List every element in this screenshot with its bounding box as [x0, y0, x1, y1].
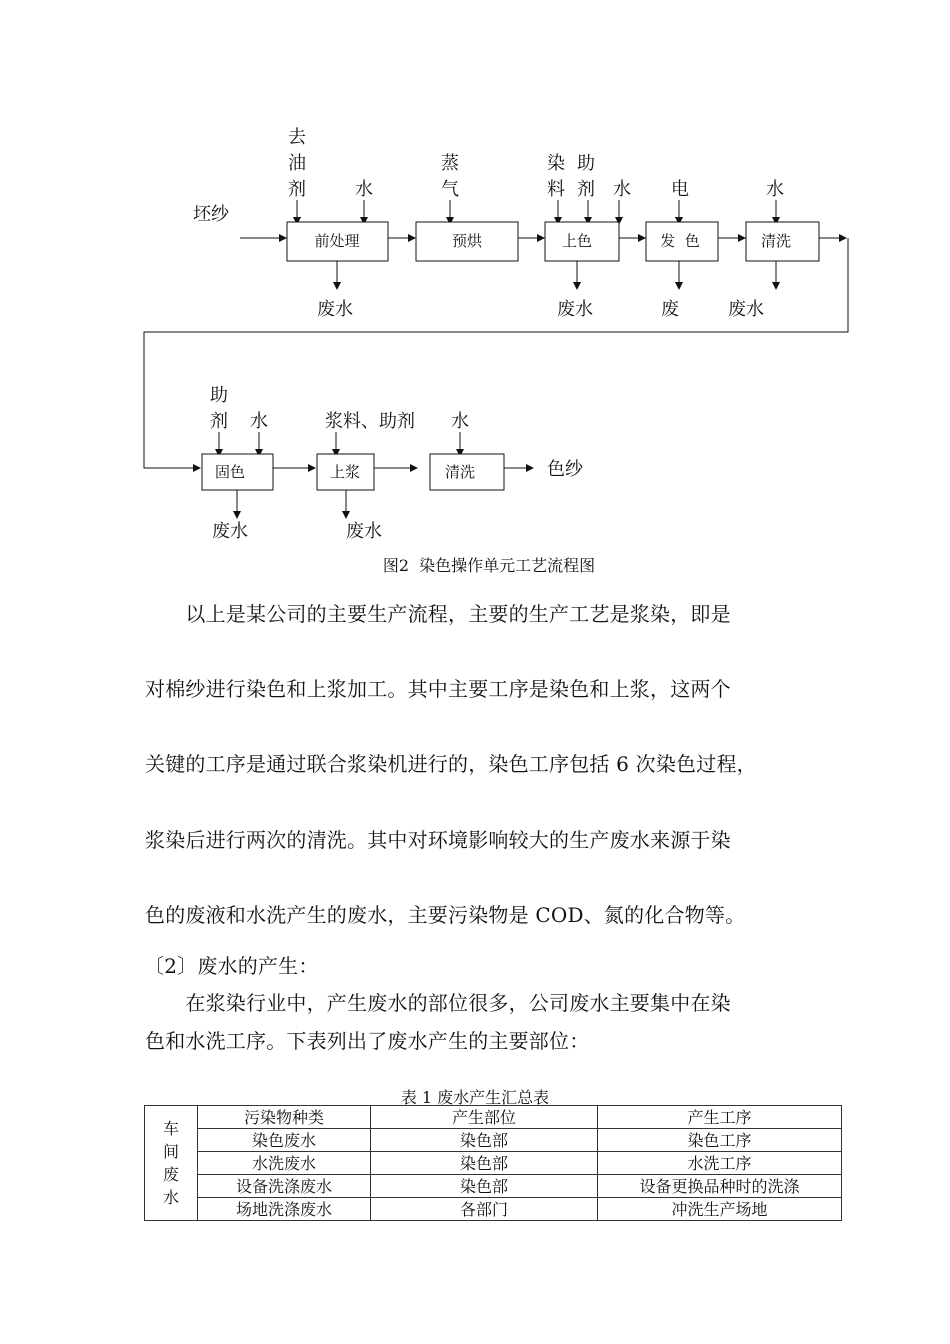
paragraph-line-3: 关键的工序是通过联合浆染机进行的，染色工序包括 6 次染色过程， [145, 752, 757, 776]
input-pretreat-water: 水 [355, 179, 373, 200]
table-cell: 染色部 [371, 1129, 598, 1152]
input-steam-1: 蒸 [441, 153, 459, 174]
table-cell: 冲洗生产场地 [598, 1198, 842, 1221]
paragraph-line-7: 色和水洗工序。下表列出了废水产生的主要部位： [145, 1029, 590, 1053]
input-dye-1: 染 [547, 153, 565, 174]
figure-caption: 图2 染色操作单元工艺流程图 [382, 556, 596, 575]
process-flowchart [0, 0, 950, 590]
table-cell: 各部门 [371, 1198, 598, 1221]
box2-fix-label: 固色 [214, 463, 246, 481]
input-degreaser-3: 剂 [288, 179, 306, 200]
paragraph-line-2: 对棉纱进行染色和上浆加工。其中主要工序是染色和上浆，这两个 [145, 677, 731, 701]
input2-aux-2: 剂 [210, 411, 228, 432]
input2-size: 浆料、助剂 [325, 411, 415, 432]
output2-fix-waste: 废水 [212, 521, 248, 542]
input-electricity: 电 [671, 179, 689, 200]
table-cell: 水洗废水 [198, 1152, 371, 1175]
table-cell: 设备更换品种时的洗涤 [598, 1175, 842, 1198]
waste-table [144, 1105, 842, 1221]
table-cell: 染色部 [371, 1175, 598, 1198]
input-aux-1: 助 [577, 153, 595, 174]
paragraph-line-1: 以上是某公司的主要生产流程，主要的生产工艺是浆染，即是 [145, 602, 731, 626]
table-header-cell: 污染物种类 [198, 1106, 371, 1129]
box-wash-label: 清洗 [760, 232, 792, 250]
box2-size-label: 上浆 [329, 463, 361, 481]
table-cell: 水洗工序 [598, 1152, 842, 1175]
input-aux-2: 剂 [577, 179, 595, 200]
input-dye-2: 料 [547, 179, 565, 200]
paragraph-line-6: 在浆染行业中，产生废水的部位很多，公司废水主要集中在染 [145, 991, 731, 1015]
table-cell: 场地洗涤废水 [198, 1198, 371, 1221]
table-header-row [145, 1106, 842, 1129]
table-header-cell: 产生部位 [371, 1106, 598, 1129]
input2-wash-water: 水 [451, 411, 469, 432]
table-row [145, 1175, 842, 1198]
box-develop-label: 发 色 [660, 232, 700, 250]
table-header-cell: 产生工序 [598, 1106, 842, 1129]
table-row-header-text: 车间废水 [162, 1119, 179, 1207]
input-raw-yarn: 坯纱 [193, 204, 229, 225]
input-steam-2: 气 [441, 179, 459, 200]
table-title: 表 1 废水产生汇总表 [400, 1088, 550, 1107]
output2-size-waste: 废水 [346, 521, 382, 542]
table-row [145, 1198, 842, 1221]
output-develop-waste: 废 [661, 299, 679, 320]
input2-water: 水 [250, 411, 268, 432]
table-cell: 染色废水 [198, 1129, 371, 1152]
box-preheat-label: 预烘 [451, 232, 483, 250]
input-degreaser-1: 去 [288, 127, 306, 148]
paragraph-line-4: 浆染后进行两次的清洗。其中对环境影响较大的生产废水来源于染 [145, 828, 731, 852]
output-pretreat-waste: 废水 [317, 299, 353, 320]
input-wash-water: 水 [766, 179, 784, 200]
arrow-row-connector [144, 238, 848, 468]
box-dye-label: 上色 [561, 232, 593, 250]
output-wash-waste: 废水 [728, 299, 764, 320]
table-row-header [145, 1106, 198, 1221]
table-cell: 染色部 [371, 1152, 598, 1175]
input-degreaser-2: 油 [288, 153, 306, 174]
table-cell: 染色工序 [598, 1129, 842, 1152]
output-dye-waste: 废水 [557, 299, 593, 320]
section-heading: 〔2〕废水的产生： [144, 954, 319, 978]
table-cell: 设备洗涤废水 [198, 1175, 371, 1198]
input2-aux-1: 助 [210, 385, 228, 406]
table-row [145, 1152, 842, 1175]
output-colored-yarn: 色纱 [547, 459, 583, 480]
box2-wash-label: 清洗 [444, 463, 476, 481]
box-pretreat-label: 前处理 [314, 232, 360, 250]
table-row [145, 1129, 842, 1152]
input-dye-water: 水 [613, 179, 631, 200]
paragraph-line-5: 色的废液和水洗产生的废水，主要污染物是 COD、氮的化合物等。 [145, 903, 746, 927]
